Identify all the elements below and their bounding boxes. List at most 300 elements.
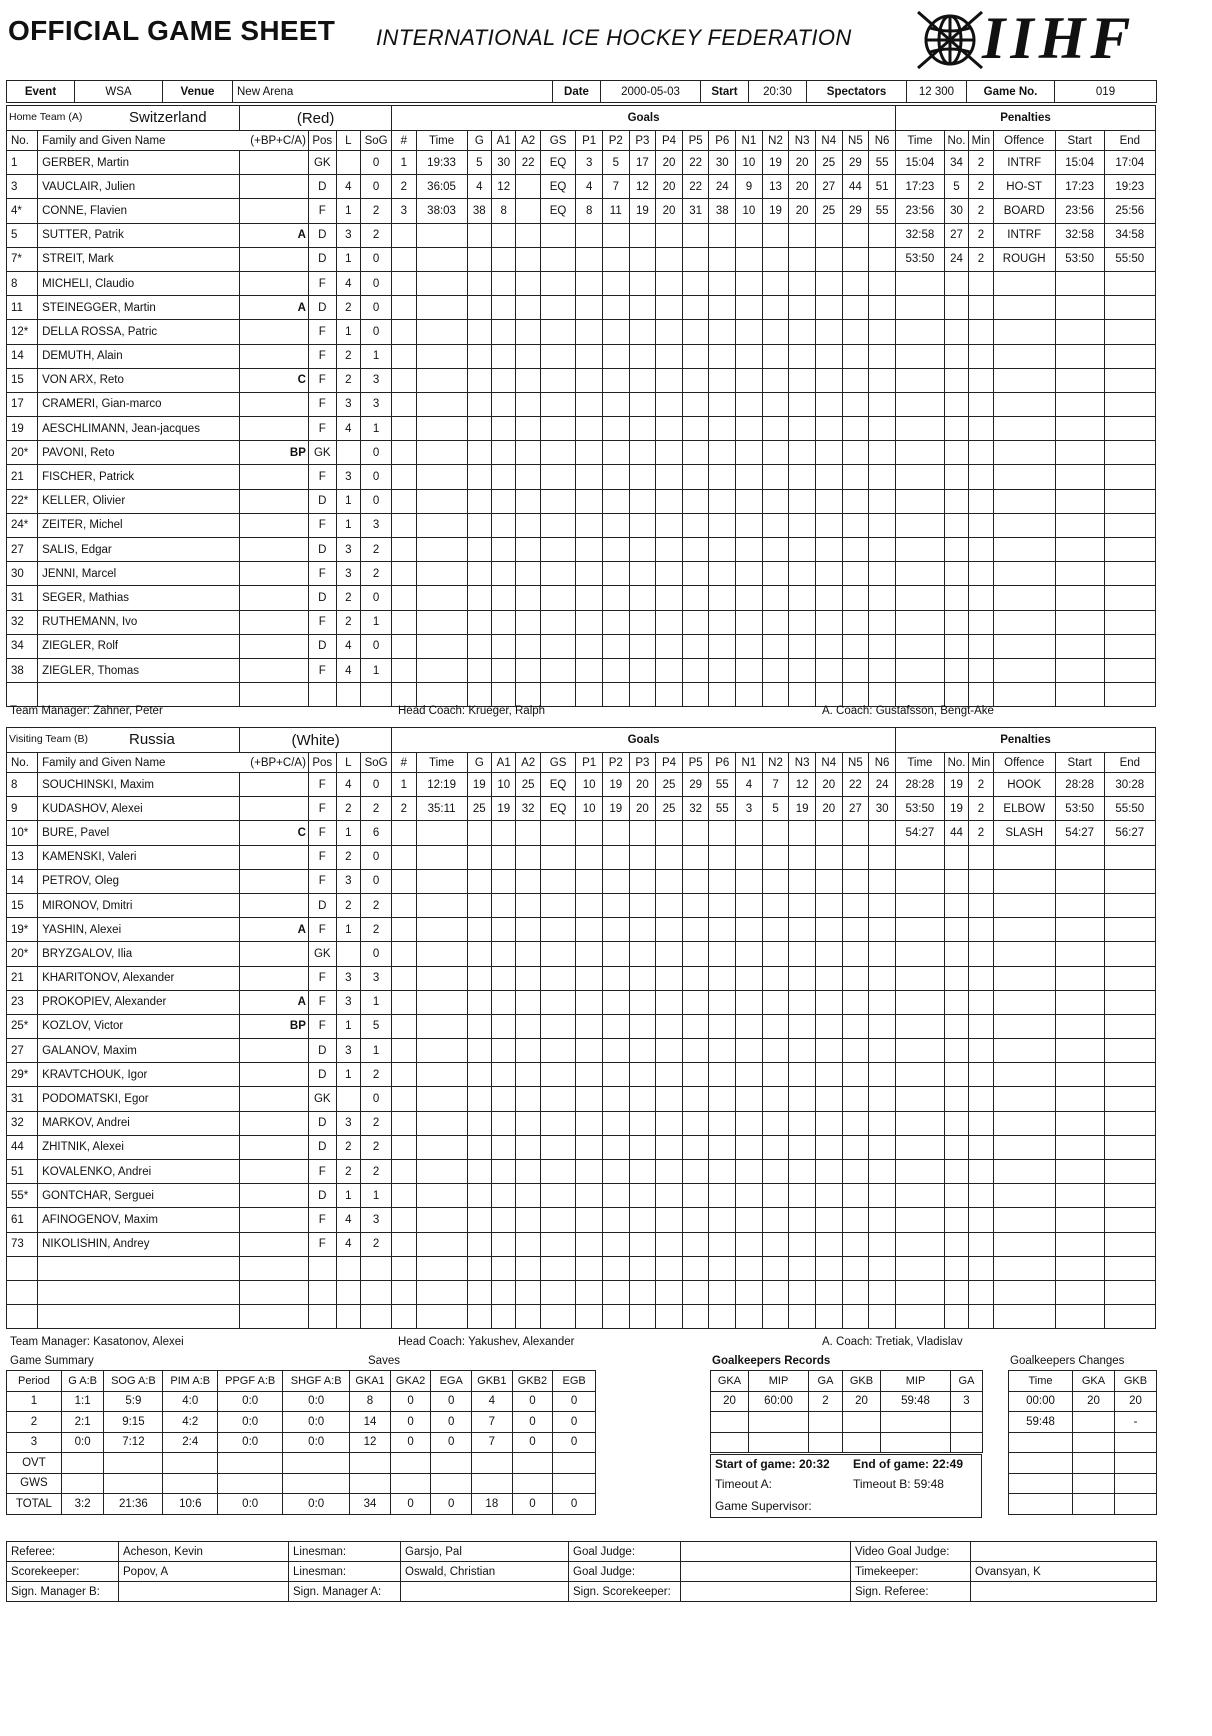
goal-cell: [762, 821, 789, 845]
goal-cell: [576, 344, 603, 368]
player-position: F: [308, 344, 336, 368]
summary-cell: [350, 1453, 391, 1474]
visitor-goal-col: P1: [576, 753, 603, 773]
goal-cell: [762, 1111, 789, 1135]
goal-cell: [516, 465, 540, 489]
penalty-cell: [1055, 1087, 1104, 1111]
official-label: Sign. Scorekeeper:: [569, 1582, 681, 1602]
summary-cell: GWS: [7, 1473, 62, 1494]
goal-cell: [736, 821, 763, 845]
goal-cell: [842, 562, 869, 586]
penalty-cell: 53:50: [1055, 247, 1104, 271]
official-name: Acheson, Kevin: [119, 1542, 289, 1562]
goal-cell: [629, 247, 656, 271]
player-name: PETROV, Oleg: [38, 869, 240, 893]
goal-cell: [656, 465, 683, 489]
player-sog: 1: [361, 1039, 392, 1063]
goal-cell: [492, 586, 516, 610]
gkchange-cell: [1009, 1494, 1073, 1515]
penalty-cell: [969, 966, 993, 990]
goal-cell: [576, 1160, 603, 1184]
visitor-goal-col: N3: [789, 753, 816, 773]
goal-cell: [467, 1014, 491, 1038]
player-role: A: [240, 223, 309, 247]
goal-cell: [709, 296, 736, 320]
player-name: SALIS, Edgar: [38, 538, 240, 562]
goal-cell: [602, 1256, 629, 1280]
goal-cell: [842, 966, 869, 990]
goal-cell: 55: [869, 151, 896, 175]
goal-cell: [656, 538, 683, 562]
goal-cell: [762, 465, 789, 489]
gkrecord-header: GKA: [711, 1371, 749, 1392]
official-label: Video Goal Judge:: [851, 1542, 971, 1562]
player-position: GK: [308, 1087, 336, 1111]
goal-cell: [869, 918, 896, 942]
penalty-cell: [1055, 1063, 1104, 1087]
penalty-cell: [993, 1063, 1055, 1087]
goal-cell: [492, 1280, 516, 1304]
penalty-cell: [1055, 489, 1104, 513]
goal-cell: [682, 658, 709, 682]
penalty-cell: [944, 1135, 968, 1159]
goal-cell: [540, 893, 576, 917]
player-line: 3: [336, 1039, 360, 1063]
goal-cell: [682, 634, 709, 658]
official-label: Sign. Referee:: [851, 1582, 971, 1602]
summary-cell: [472, 1473, 513, 1494]
goal-cell: [736, 271, 763, 295]
goal-cell: [762, 296, 789, 320]
officials-row: [7, 1562, 1157, 1582]
goal-cell: [602, 845, 629, 869]
player-position: D: [308, 634, 336, 658]
goal-cell: [789, 441, 816, 465]
home-team-table: [6, 105, 1156, 707]
summary-header: GKB2: [512, 1371, 553, 1392]
goal-cell: 11: [602, 199, 629, 223]
goal-cell: [516, 441, 540, 465]
goal-cell: [392, 538, 416, 562]
player-row: [7, 296, 1156, 320]
penalty-cell: [969, 1256, 993, 1280]
goal-cell: [736, 1014, 763, 1038]
summary-header: SOG A:B: [104, 1371, 163, 1392]
penalty-cell: [993, 966, 1055, 990]
goal-cell: [842, 1160, 869, 1184]
player-line: 2: [336, 344, 360, 368]
goal-cell: [576, 368, 603, 392]
player-row: [7, 151, 1156, 175]
penalty-cell: [1055, 1280, 1104, 1304]
goal-cell: [682, 1039, 709, 1063]
goal-cell: [540, 918, 576, 942]
penalty-cell: [1055, 441, 1104, 465]
goal-cell: [602, 271, 629, 295]
goal-cell: [467, 966, 491, 990]
goal-cell: [656, 296, 683, 320]
summary-header: Period: [7, 1371, 62, 1392]
goal-cell: 55: [709, 797, 736, 821]
penalty-cell: 28:28: [1055, 773, 1104, 797]
official-label: Goal Judge:: [569, 1562, 681, 1582]
player-position: D: [308, 538, 336, 562]
penalty-cell: [969, 1087, 993, 1111]
penalty-cell: [1104, 966, 1155, 990]
goal-cell: 10: [736, 151, 763, 175]
goal-cell: [540, 392, 576, 416]
player-number: 14: [7, 869, 38, 893]
goal-cell: [576, 417, 603, 441]
player-position: F: [308, 320, 336, 344]
goal-cell: [656, 1232, 683, 1256]
penalty-cell: [895, 1184, 944, 1208]
goal-cell: [682, 489, 709, 513]
player-role: [240, 797, 309, 821]
goal-cell: [815, 918, 842, 942]
goal-cell: 7: [602, 175, 629, 199]
goal-cell: [869, 296, 896, 320]
player-line: 2: [336, 368, 360, 392]
goal-cell: [736, 562, 763, 586]
goal-cell: [576, 538, 603, 562]
player-row: [7, 1111, 1156, 1135]
goal-cell: [869, 586, 896, 610]
goal-cell: [392, 634, 416, 658]
summary-cell: 7:12: [104, 1432, 163, 1453]
goal-cell: [416, 1135, 467, 1159]
penalty-cell: [969, 869, 993, 893]
goal-cell: [392, 320, 416, 344]
goal-cell: [602, 893, 629, 917]
penalty-cell: [1104, 1208, 1155, 1232]
home-col-l: L: [336, 131, 360, 151]
goal-cell: [602, 1063, 629, 1087]
penalty-cell: [944, 392, 968, 416]
player-row: [7, 658, 1156, 682]
goal-cell: [789, 869, 816, 893]
player-position: D: [308, 489, 336, 513]
official-name: Garsjo, Pal: [401, 1542, 569, 1562]
player-sog: 0: [361, 151, 392, 175]
goal-cell: [629, 942, 656, 966]
goal-cell: [709, 1014, 736, 1038]
goal-cell: [516, 538, 540, 562]
player-role: [240, 513, 309, 537]
goal-cell: 10: [576, 773, 603, 797]
goal-cell: [842, 1039, 869, 1063]
goal-cell: [762, 1039, 789, 1063]
player-line: 1: [336, 247, 360, 271]
goal-cell: [602, 1184, 629, 1208]
visitor-assistant-coach: A. Coach: Tretiak, Vladislav: [822, 1336, 963, 1348]
penalty-cell: [993, 489, 1055, 513]
summary-header: GKB1: [472, 1371, 513, 1392]
penalty-cell: [1104, 1305, 1155, 1329]
player-name: DEMUTH, Alain: [38, 344, 240, 368]
goal-cell: [467, 271, 491, 295]
goal-cell: [602, 869, 629, 893]
goal-cell: [629, 344, 656, 368]
penalty-cell: [895, 441, 944, 465]
home-pen-col: Start: [1055, 131, 1104, 151]
goal-cell: [540, 320, 576, 344]
goal-cell: [869, 271, 896, 295]
goal-cell: [656, 1280, 683, 1304]
player-sog: 0: [361, 586, 392, 610]
player-sog: 0: [361, 634, 392, 658]
visitor-goal-col: P3: [629, 753, 656, 773]
goal-cell: [492, 1135, 516, 1159]
goal-cell: [416, 893, 467, 917]
goal-cell: [869, 845, 896, 869]
player-row: [7, 773, 1156, 797]
summary-row: [7, 1453, 596, 1474]
goal-cell: [815, 223, 842, 247]
goal-cell: [629, 1305, 656, 1329]
penalty-cell: [969, 1184, 993, 1208]
goal-cell: [842, 1063, 869, 1087]
goal-cell: [815, 1160, 842, 1184]
goal-cell: [540, 562, 576, 586]
goal-cell: [789, 1111, 816, 1135]
penalty-cell: [1104, 658, 1155, 682]
goal-cell: 2: [392, 175, 416, 199]
goal-cell: 25: [815, 151, 842, 175]
player-line: 2: [336, 893, 360, 917]
official-name: Oswald, Christian: [401, 1562, 569, 1582]
gkchange-row: [1009, 1453, 1157, 1474]
goal-cell: [709, 417, 736, 441]
penalty-cell: 34:58: [1104, 223, 1155, 247]
goal-cell: [842, 513, 869, 537]
goal-cell: [492, 1014, 516, 1038]
player-number: 20*: [7, 441, 38, 465]
player-row: [7, 368, 1156, 392]
home-pen-col: End: [1104, 131, 1155, 151]
summary-cell: 1: [7, 1391, 62, 1412]
goal-cell: [416, 1039, 467, 1063]
goal-cell: [516, 368, 540, 392]
goal-cell: [576, 1135, 603, 1159]
goal-cell: 19: [602, 797, 629, 821]
penalty-cell: [895, 1014, 944, 1038]
penalty-cell: [1104, 320, 1155, 344]
summary-row: [7, 1494, 596, 1515]
goal-cell: [492, 1160, 516, 1184]
visitor-penalties-header: Penalties: [895, 728, 1155, 753]
player-number: 21: [7, 465, 38, 489]
goal-cell: [492, 1184, 516, 1208]
goal-cell: [709, 586, 736, 610]
summary-cell: TOTAL: [7, 1494, 62, 1515]
official-name: [681, 1562, 851, 1582]
player-row: [7, 1014, 1156, 1038]
summary-cell: 0: [431, 1412, 472, 1433]
summary-cell: 1:1: [61, 1391, 104, 1412]
goal-cell: [467, 513, 491, 537]
penalty-cell: 32:58: [1055, 223, 1104, 247]
goal-cell: [656, 344, 683, 368]
visitor-col-no: No.: [7, 753, 38, 773]
goal-cell: [602, 513, 629, 537]
player-role: BP: [240, 441, 309, 465]
gkchange-cell: 59:48: [1009, 1412, 1073, 1433]
goal-cell: [789, 1014, 816, 1038]
player-sog: 3: [361, 966, 392, 990]
penalty-cell: [993, 1135, 1055, 1159]
goal-cell: [736, 441, 763, 465]
goal-cell: [492, 320, 516, 344]
goal-cell: [656, 368, 683, 392]
player-role: [240, 1111, 309, 1135]
start-value: 20:30: [749, 81, 807, 103]
visitor-goal-col: N4: [815, 753, 842, 773]
penalty-cell: [944, 586, 968, 610]
goal-cell: 4: [467, 175, 491, 199]
goal-cell: [736, 465, 763, 489]
goal-cell: [842, 392, 869, 416]
goal-cell: 19: [762, 199, 789, 223]
goal-cell: [492, 893, 516, 917]
goal-cell: [789, 271, 816, 295]
penalty-cell: 32:58: [895, 223, 944, 247]
goal-cell: [789, 223, 816, 247]
goal-cell: [709, 538, 736, 562]
penalty-cell: [993, 1111, 1055, 1135]
penalty-cell: [895, 990, 944, 1014]
penalty-cell: 2: [969, 199, 993, 223]
goal-cell: 19: [492, 797, 516, 821]
player-row: [7, 562, 1156, 586]
goal-cell: [815, 1184, 842, 1208]
goal-cell: [392, 942, 416, 966]
goal-cell: [602, 658, 629, 682]
player-position: F: [308, 918, 336, 942]
goal-cell: [516, 1232, 540, 1256]
player-line: [336, 1280, 360, 1304]
goal-cell: 36:05: [416, 175, 467, 199]
goal-cell: [656, 1087, 683, 1111]
goal-cell: [789, 966, 816, 990]
goal-cell: [842, 1111, 869, 1135]
goal-cell: [467, 320, 491, 344]
goal-cell: [602, 489, 629, 513]
penalty-cell: 2: [969, 151, 993, 175]
summary-cell: 0: [553, 1494, 596, 1515]
goal-cell: [576, 1280, 603, 1304]
penalty-cell: [944, 271, 968, 295]
penalty-cell: [969, 296, 993, 320]
goal-cell: [869, 1256, 896, 1280]
visitor-goal-col: A1: [492, 753, 516, 773]
goal-cell: [576, 966, 603, 990]
player-number: 20*: [7, 942, 38, 966]
goal-cell: 22: [682, 151, 709, 175]
goal-cell: [602, 821, 629, 845]
goal-cell: [392, 586, 416, 610]
penalty-cell: [944, 1232, 968, 1256]
goal-cell: [576, 990, 603, 1014]
goal-cell: [789, 392, 816, 416]
goal-cell: [629, 465, 656, 489]
goal-cell: [602, 320, 629, 344]
penalty-cell: [895, 1256, 944, 1280]
goal-cell: [656, 918, 683, 942]
penalty-cell: 2: [969, 247, 993, 271]
goal-cell: [736, 869, 763, 893]
summary-cell: 2:1: [61, 1412, 104, 1433]
visitor-goal-col: P4: [656, 753, 683, 773]
goal-cell: [869, 966, 896, 990]
summary-cell: [61, 1473, 104, 1494]
penalty-cell: 17:23: [895, 175, 944, 199]
goal-cell: [682, 368, 709, 392]
gk-records-title: Goalkeepers Records: [712, 1355, 831, 1367]
player-name: FISCHER, Patrick: [38, 465, 240, 489]
penalty-cell: 53:50: [1055, 797, 1104, 821]
penalty-cell: [1055, 538, 1104, 562]
goal-cell: [682, 845, 709, 869]
goal-cell: EQ: [540, 773, 576, 797]
goal-cell: [576, 634, 603, 658]
goal-cell: [516, 392, 540, 416]
goal-cell: [576, 893, 603, 917]
visitor-pen-col: Offence: [993, 753, 1055, 773]
goal-cell: [629, 392, 656, 416]
player-number: 12*: [7, 320, 38, 344]
penalty-cell: [969, 1160, 993, 1184]
gkchange-header: Time: [1009, 1371, 1073, 1392]
goal-cell: [540, 821, 576, 845]
goal-cell: [762, 538, 789, 562]
player-role: [240, 199, 309, 223]
goal-cell: [540, 1208, 576, 1232]
player-name: KOZLOV, Victor: [38, 1014, 240, 1038]
goal-cell: [540, 990, 576, 1014]
goal-cell: [682, 223, 709, 247]
penalty-cell: [1055, 658, 1104, 682]
penalty-cell: [895, 489, 944, 513]
goal-cell: [869, 1014, 896, 1038]
goal-cell: [682, 271, 709, 295]
goal-cell: [540, 1014, 576, 1038]
venue-value: New Arena: [233, 81, 553, 103]
event-value: WSA: [75, 81, 163, 103]
player-line: 4: [336, 175, 360, 199]
goal-cell: 20: [789, 199, 816, 223]
goal-cell: [709, 1135, 736, 1159]
goal-cell: [869, 1063, 896, 1087]
goal-cell: 3: [392, 199, 416, 223]
goal-cell: [540, 1232, 576, 1256]
goal-cell: [656, 271, 683, 295]
gkrecord-cell: [711, 1412, 749, 1433]
penalty-cell: [1055, 1014, 1104, 1038]
goal-cell: [540, 538, 576, 562]
penalty-cell: [1104, 918, 1155, 942]
penalty-cell: [944, 1039, 968, 1063]
player-line: 1: [336, 489, 360, 513]
player-name: SEGER, Mathias: [38, 586, 240, 610]
summary-cell: 7: [472, 1412, 513, 1433]
date-label: Date: [553, 81, 601, 103]
player-line: 3: [336, 538, 360, 562]
player-sog: 0: [361, 465, 392, 489]
goal-cell: [392, 893, 416, 917]
player-number: 14: [7, 344, 38, 368]
goal-cell: [762, 1014, 789, 1038]
